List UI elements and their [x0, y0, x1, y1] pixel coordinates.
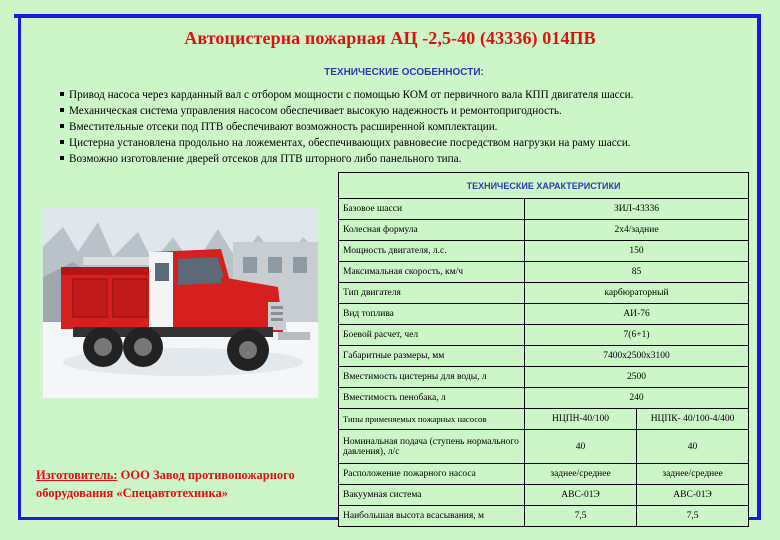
spec-value-1: заднее/среднее [525, 464, 637, 485]
spec-label: Тип двигателя [339, 283, 525, 304]
spec-value: АИ-76 [525, 304, 749, 325]
table-row [339, 325, 749, 346]
spec-value-2: НЦПК- 40/100-4/400 [637, 409, 749, 430]
frame-left-border [18, 14, 21, 518]
spec-label: Габаритные размеры, мм [339, 346, 525, 367]
spec-value-1: 40 [525, 430, 637, 464]
spec-value: 2х4/задние [525, 220, 749, 241]
specs-table [338, 172, 749, 527]
table-row [339, 241, 749, 262]
spec-label: Максимальная скорость, км/ч [339, 262, 525, 283]
spec-value-2: АВС-01Э [637, 485, 749, 506]
spec-label: Наибольшая высота всасывания, м [339, 506, 525, 527]
table-row [339, 283, 749, 304]
spec-value-1: НЦПН-40/100 [525, 409, 637, 430]
feature-item: Механическая система управления насосом обеспечивает высокую надежность и ремонтопригодность. [60, 103, 740, 119]
spec-value: 240 [525, 388, 749, 409]
feature-item: Цистерна установлена продольно на ложементах, обеспечивающих равновесие посредством нагрузки на раму шасси. [60, 135, 740, 151]
table-row [339, 262, 749, 283]
spec-value-1: 7,5 [525, 506, 637, 527]
bullet-icon [60, 156, 64, 160]
spec-value: 7(6+1) [525, 325, 749, 346]
table-row [339, 506, 749, 527]
fire-truck-illustration [43, 207, 318, 398]
table-row [339, 220, 749, 241]
bullet-icon [60, 140, 64, 144]
manufacturer-label: Изготовитель: [36, 468, 118, 482]
manufacturer-name: ООО Завод противопожарного оборудования «Спецавтотехника» [36, 468, 295, 500]
table-row [339, 430, 749, 464]
table-row [339, 485, 749, 506]
feature-item: Привод насоса через карданный вал с отбором мощности с помощью КОМ от первичного вала КПП двигателя шасси. [60, 87, 740, 103]
table-row [339, 199, 749, 220]
specs-heading: ТЕХНИЧЕСКИЕ ХАРАКТЕРИСТИКИ [339, 173, 749, 199]
spec-label: Мощность двигателя, л.с. [339, 241, 525, 262]
feature-item: Возможно изготовление дверей отсеков для ПТВ шторного либо панельного типа. [60, 151, 740, 167]
spec-value: ЗИЛ-43336 [525, 199, 749, 220]
bullet-icon [60, 124, 64, 128]
spec-value: 2500 [525, 367, 749, 388]
spec-value: карбюраторный [525, 283, 749, 304]
table-row [339, 346, 749, 367]
spec-value-2: 40 [637, 430, 749, 464]
features-heading: ТЕХНИЧЕСКИЕ ОСОБЕННОСТИ: [324, 67, 484, 78]
spec-value-2: заднее/среднее [637, 464, 749, 485]
table-row [339, 388, 749, 409]
spec-label: Вид топлива [339, 304, 525, 325]
spec-label: Вместимость цистерны для воды, л [339, 367, 525, 388]
spec-label: Вакуумная система [339, 485, 525, 506]
features-list [60, 87, 740, 167]
spec-value: 85 [525, 262, 749, 283]
spec-label: Типы применяемых пожарных насосов [339, 409, 525, 430]
spec-label: Номинальная подача (ступень нормального давления), л/с [339, 430, 525, 464]
manufacturer-info [36, 466, 336, 502]
table-row [339, 409, 749, 430]
bullet-icon [60, 108, 64, 112]
spec-label: Боевой расчет, чел [339, 325, 525, 346]
fire-truck-photo [43, 207, 318, 398]
feature-item: Вместительные отсеки под ПТВ обеспечивают возможность расширенной комплектации. [60, 119, 740, 135]
spec-value-1: АВС-01Э [525, 485, 637, 506]
bullet-icon [60, 92, 64, 96]
spec-value-2: 7,5 [637, 506, 749, 527]
spec-label: Расположение пожарного насоса [339, 464, 525, 485]
spec-label: Колесная формула [339, 220, 525, 241]
frame-right-border [757, 14, 761, 520]
page-title: Автоцистерна пожарная АЦ -2,5-40 (43336) 014ПВ [184, 28, 596, 48]
table-row [339, 367, 749, 388]
spec-label: Базовое шасси [339, 199, 525, 220]
spec-value: 150 [525, 241, 749, 262]
spec-label: Вместимость пенобака, л [339, 388, 525, 409]
spec-value: 7400х2500х3100 [525, 346, 749, 367]
frame-top-border [14, 14, 761, 18]
table-row [339, 464, 749, 485]
table-row [339, 304, 749, 325]
